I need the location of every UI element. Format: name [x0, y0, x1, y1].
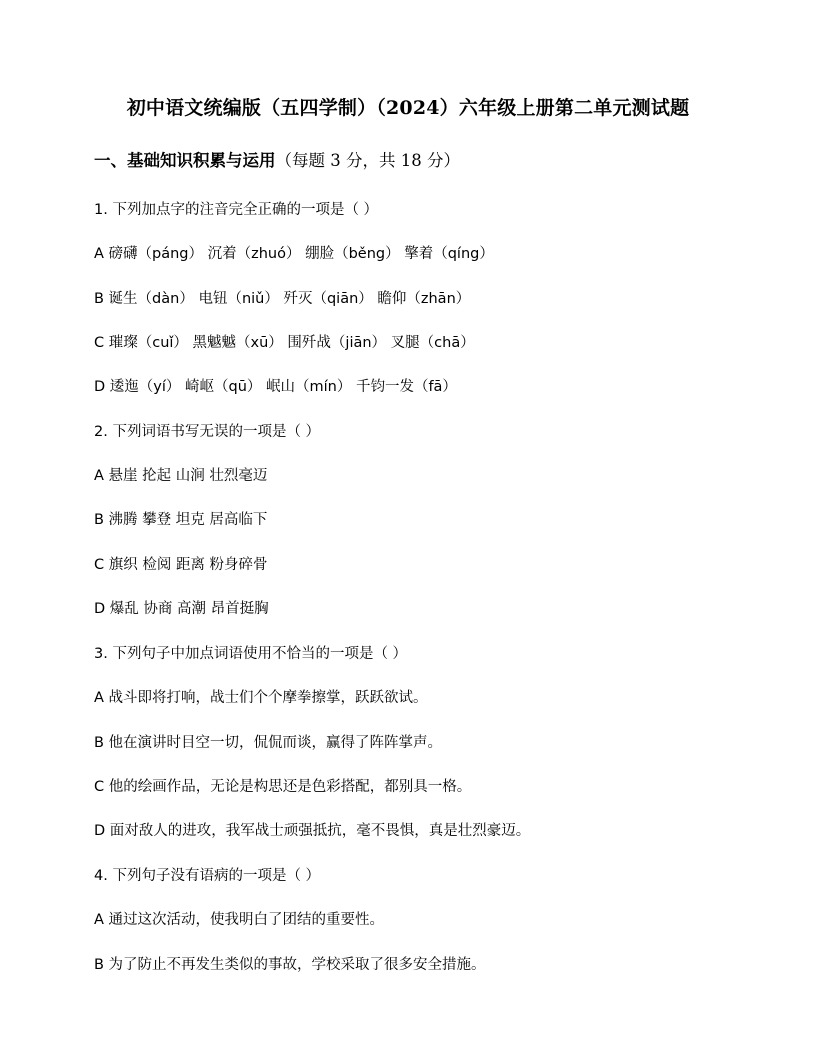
- section-heading-text: 一、基础知识积累与运用: [94, 151, 276, 170]
- question-4-option-b: B 为了防止不再发生类似的事故，学校采取了很多安全措施。: [94, 957, 486, 973]
- question-1-option-b: B 诞生（dàn） 电钮（niǔ） 歼灭（qiān） 瞻仰（zhān）: [94, 291, 471, 307]
- question-2-option-a: A 悬崖 抡起 山涧 壮烈毫迈: [94, 468, 268, 484]
- question-3-option-b: B 他在演讲时目空一切，侃侃而谈，赢得了阵阵掌声。: [94, 735, 443, 751]
- section-score-note: （每题 3 分，共 18 分）: [275, 151, 460, 170]
- question-2-option-c: C 旗织 检阅 距离 粉身碎骨: [94, 557, 268, 573]
- question-2-stem: 2. 下列词语书写无误的一项是（ ）: [94, 424, 321, 440]
- question-3-option-a: A 战斗即将打响，战士们个个摩拳擦掌，跃跃欲试。: [94, 690, 428, 706]
- question-4-option-a: A 通过这次活动，使我明白了团结的重要性。: [94, 912, 385, 928]
- question-2-option-d: D 爆乱 协商 高潮 昂首挺胸: [94, 601, 269, 617]
- document-title: 初中语文统编版（五四学制）（2024）六年级上册第二单元测试题: [126, 97, 690, 119]
- question-4-stem: 4. 下列句子没有语病的一项是（ ）: [94, 868, 321, 884]
- question-3-option-c: C 他的绘画作品，无论是构思还是色彩搭配，都别具一格。: [94, 779, 472, 795]
- section-heading: [94, 148, 460, 174]
- question-1-stem: 1. 下列加点字的注音完全正确的一项是（ ）: [94, 202, 379, 218]
- question-1-option-d: D 逶迤（yí） 崎岖（qū） 岷山（mín） 千钧一发（fā）: [94, 379, 457, 395]
- question-3-option-d: D 面对敌人的进攻，我军战士顽强抵抗，毫不畏惧，真是壮烈豪迈。: [94, 823, 531, 839]
- question-3-stem: 3. 下列句子中加点词语使用不恰当的一项是（ ）: [94, 646, 408, 662]
- question-1-option-a: A 磅礴（páng） 沉着（zhuó） 绷脸（běng） 擎着（qíng）: [94, 246, 494, 262]
- question-1-option-c: C 璀璨（cuǐ） 黑魆魆（xū） 围歼战（jiān） 叉腿（chā）: [94, 335, 475, 351]
- question-2-option-b: B 沸腾 攀登 坦克 居高临下: [94, 512, 268, 528]
